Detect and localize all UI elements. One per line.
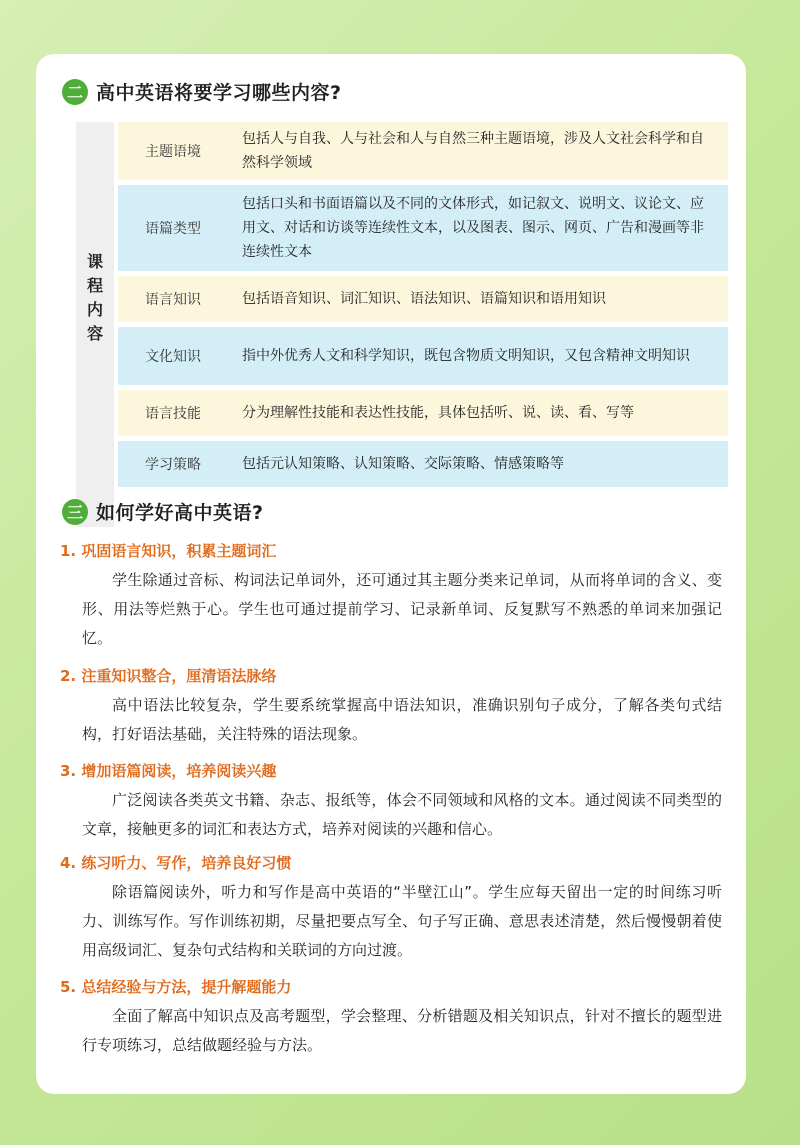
table-row <box>118 122 728 180</box>
section-3-heading <box>62 498 264 525</box>
point-3-title: 3. 增加语篇阅读，培养阅读兴趣 <box>60 762 277 780</box>
row-name: 语言知识 <box>145 292 201 308</box>
row-desc: 包括人与自我、人与社会和人与自然三种主题语境，涉及人文社会科学和自然科学领域 <box>242 131 704 171</box>
point-2-text: 高中语法比较复杂，学生要系统掌握高中语法知识，准确识别句子成分，了解各类句式结构，打好语法基础，关注特殊的语法现象。 <box>82 696 722 743</box>
table-row <box>118 185 728 271</box>
row-name: 主题语境 <box>145 144 201 160</box>
section-2-badge: 二 <box>62 79 88 105</box>
row-name: 文化知识 <box>145 349 201 365</box>
row-desc: 包括语音知识、词汇知识、语法知识、语篇知识和语用知识 <box>242 291 606 307</box>
side-label-text: 课程内容 <box>87 252 104 343</box>
point-3-text: 广泛阅读各类英文书籍、杂志、报纸等，体会不同领域和风格的文本。通过阅读不同类型的文章，接触更多的词汇和表达方式，培养对阅读的兴趣和信心。 <box>82 791 722 838</box>
section-3-title: 如何学好高中英语? <box>96 502 264 524</box>
section-2-title: 高中英语将要学习哪些内容? <box>96 82 342 104</box>
row-desc: 分为理解性技能和表达性技能，具体包括听、说、读、看、写等 <box>242 405 634 421</box>
point-5-text: 全面了解高中知识点及高考题型，学会整理、分析错题及相关知识点，针对不擅长的题型进行专项练习，总结做题经验与方法。 <box>82 1007 722 1054</box>
course-content-label <box>76 250 114 346</box>
table-row <box>118 327 728 385</box>
row-name: 语篇类型 <box>145 221 201 237</box>
section-3-badge: 三 <box>62 499 88 525</box>
table-rows <box>118 122 728 492</box>
point-1-title: 1. 巩固语言知识，积累主题词汇 <box>60 542 277 560</box>
row-desc: 包括口头和书面语篇以及不同的文体形式，如记叙文、说明文、议论文、应用文、对话和访谈等连续性文本，以及图表、图示、网页、广告和漫画等非连续性文本 <box>242 196 704 260</box>
row-desc: 包括元认知策略、认知策略、交际策略、情感策略等 <box>242 456 564 472</box>
table-row <box>118 441 728 487</box>
point-4-text: 除语篇阅读外，听力和写作是高中英语的“半壁江山”。学生应每天留出一定的时间练习听力、训练写作。写作训练初期，尽量把要点写全、句子写正确、意思表述清楚，然后慢慢朝着使用高级词汇、复杂句式结构和关联词的方向过渡。 <box>82 883 722 959</box>
point-5-title: 5. 总结经验与方法，提升解题能力 <box>60 978 292 996</box>
point-2-title: 2. 注重知识整合，厘清语法脉络 <box>60 667 277 685</box>
table-row <box>118 276 728 322</box>
point-1-text: 学生除通过音标、构词法记单词外，还可通过其主题分类来记单词，从而将单词的含义、变形、用法等烂熟于心。学生也可通过提前学习、记录新单词、反复默写不熟悉的单词来加强记忆。 <box>82 571 722 647</box>
row-name: 学习策略 <box>145 457 201 473</box>
row-name: 语言技能 <box>145 406 201 422</box>
course-content-table <box>76 122 728 527</box>
content-card <box>36 54 746 1094</box>
point-4-title: 4. 练习听力、写作，培养良好习惯 <box>60 854 292 872</box>
row-desc: 指中外优秀人文和科学知识，既包含物质文明知识，又包含精神文明知识 <box>242 348 690 364</box>
section-2-heading <box>62 78 342 105</box>
table-row <box>118 390 728 436</box>
